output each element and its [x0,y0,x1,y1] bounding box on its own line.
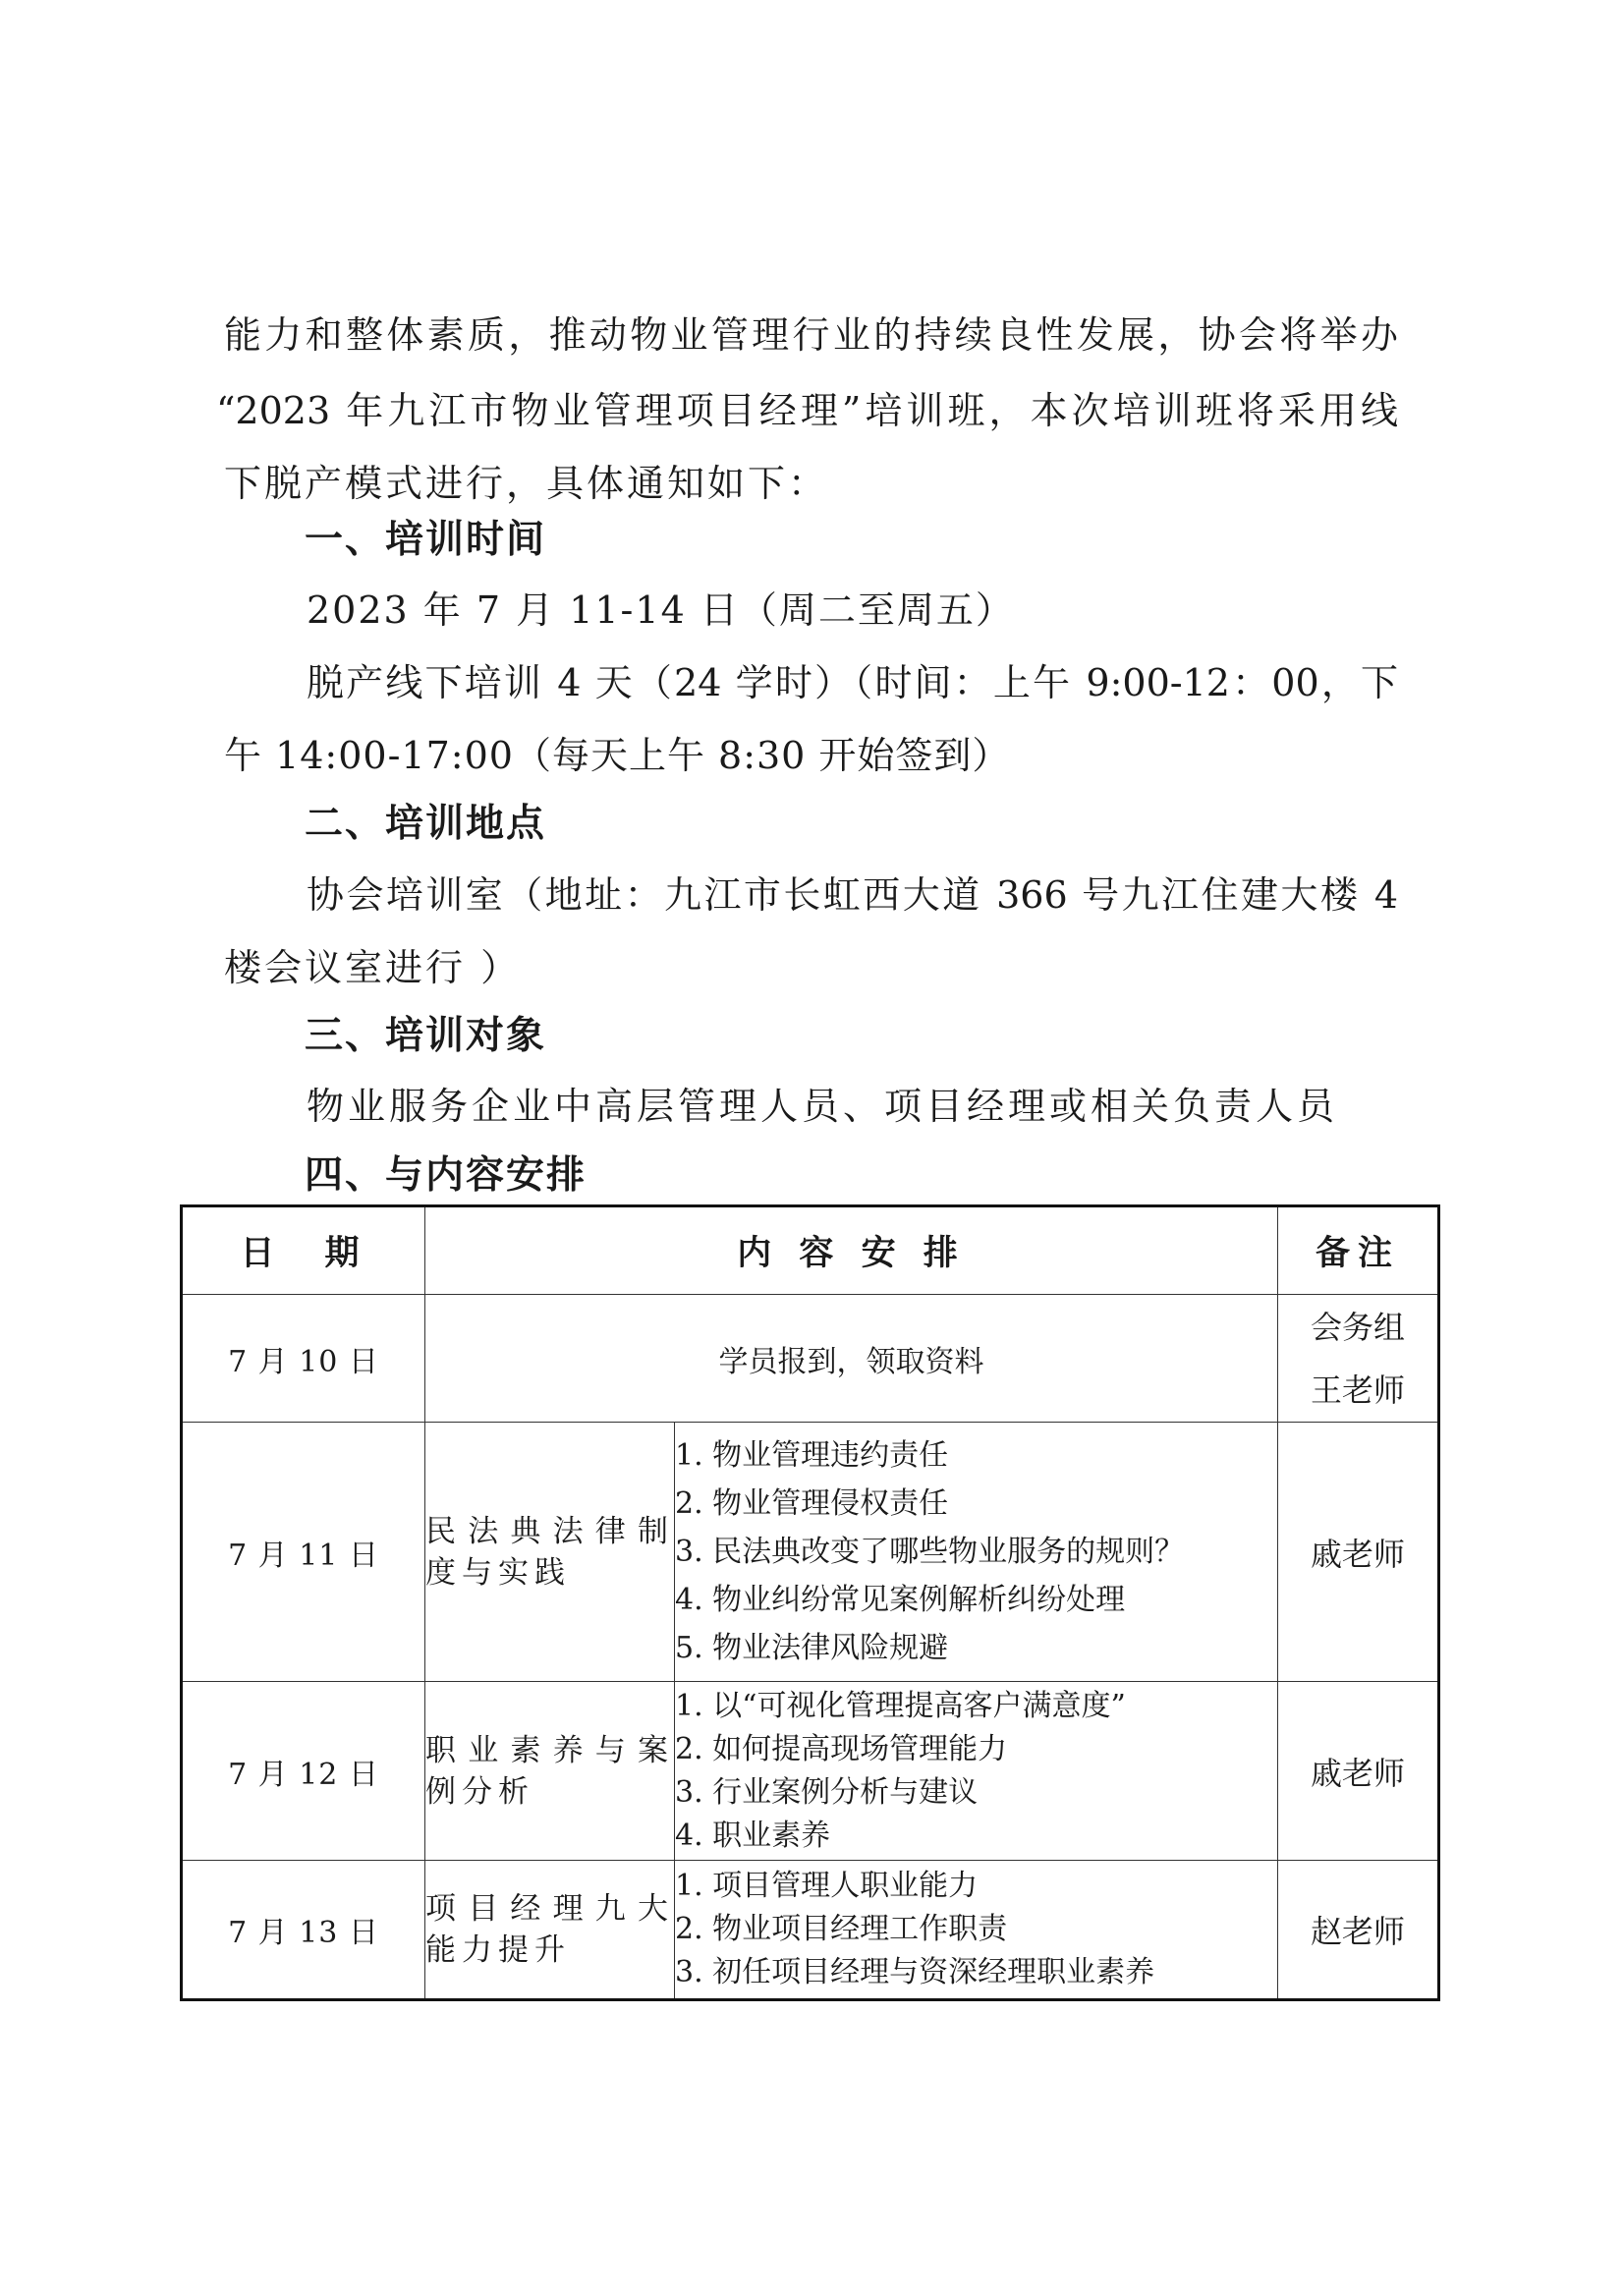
training-hours-line-2: 午 14:00-17:00（每天上午 8:30 开始签到） [224,734,1011,777]
row-items [675,1861,1278,2000]
training-date-text: 2023 年 7 月 11-14 日（周二至周五） [307,588,1015,632]
row-topic: 民法典法律制度与实践 [425,1423,675,1682]
training-location-line-2: 楼会议室进行 ） [224,946,522,989]
training-target-text: 物业服务企业中高层管理人员、项目经理或相关负责人员 [307,1085,1339,1128]
list-item: 5. 物业法律风险规避 [675,1631,949,1665]
list-item: 1. 以“可视化管理提高客户满意度” [675,1688,1126,1723]
intro-paragraph-line-3: 下脱产模式进行，具体通知如下： [224,462,829,505]
header-remark: 备注 [1278,1206,1439,1295]
row-date: 7 月 12 日 [182,1682,425,1861]
row-remark [1278,1295,1439,1423]
list-item: 4. 物业纠纷常见案例解析纠纷处理 [675,1583,1126,1617]
row-remark: 戚老师 [1278,1682,1439,1861]
intro-paragraph-line-2: “2023 年九江市物业管理项目经理”培训班，本次培训班将采用线 [216,389,1398,432]
remark-line-2: 王老师 [1310,1371,1405,1409]
table-row [182,1423,1439,1682]
list-item: 2. 物业项目经理工作职责 [675,1912,1008,1946]
table-row [182,1295,1439,1423]
schedule-table [180,1204,1440,2001]
row-date: 7 月 11 日 [182,1423,425,1682]
row-date: 7 月 10 日 [182,1295,425,1423]
row-content: 学员报到，领取资料 [425,1295,1278,1423]
row-items [675,1682,1278,1861]
header-date: 日 期 [182,1206,425,1295]
header-content: 内 容 安 排 [425,1206,1278,1295]
list-item: 2. 物业管理侵权责任 [675,1486,949,1521]
row-remark: 赵老师 [1278,1861,1439,2000]
row-topic: 项目经理九大能力提升 [425,1861,675,2000]
list-item: 1. 项目管理人职业能力 [675,1869,979,1903]
heading-training-time: 一、培训时间 [305,518,547,562]
heading-training-target: 三、培训对象 [305,1014,547,1058]
row-date: 7 月 13 日 [182,1861,425,2000]
list-item: 3. 行业案例分析与建议 [675,1774,979,1810]
remark-line-1: 会务组 [1310,1308,1405,1346]
table-row [182,1861,1439,2000]
list-item: 2. 如何提高现场管理能力 [675,1731,1008,1766]
row-topic: 职业素养与案例分析 [425,1682,675,1861]
training-location-line-1: 协会培训室（地址：九江市长虹西大道 366 号九江住建大楼 4 [307,873,1398,917]
list-item: 1. 物业管理违约责任 [675,1438,949,1473]
row-items [675,1423,1278,1682]
training-hours-line-1: 脱产线下培训 4 天（24 学时）（时间：上午 9:00-12：00，下 [307,661,1398,704]
list-item: 3. 民法典改变了哪些物业服务的规则？ [675,1535,1185,1569]
table-header-row [182,1206,1439,1295]
heading-content-schedule: 四、与内容安排 [305,1153,588,1198]
table-row [182,1682,1439,1861]
row-remark: 戚老师 [1278,1423,1439,1682]
list-item: 3. 初任项目经理与资深经理职业素养 [675,1955,1155,1989]
list-item: 4. 职业素养 [675,1818,831,1853]
heading-training-location: 二、培训地点 [305,802,547,846]
intro-paragraph-line-1: 能力和整体素质，推动物业管理行业的持续良性发展，协会将举办 [224,313,1398,357]
